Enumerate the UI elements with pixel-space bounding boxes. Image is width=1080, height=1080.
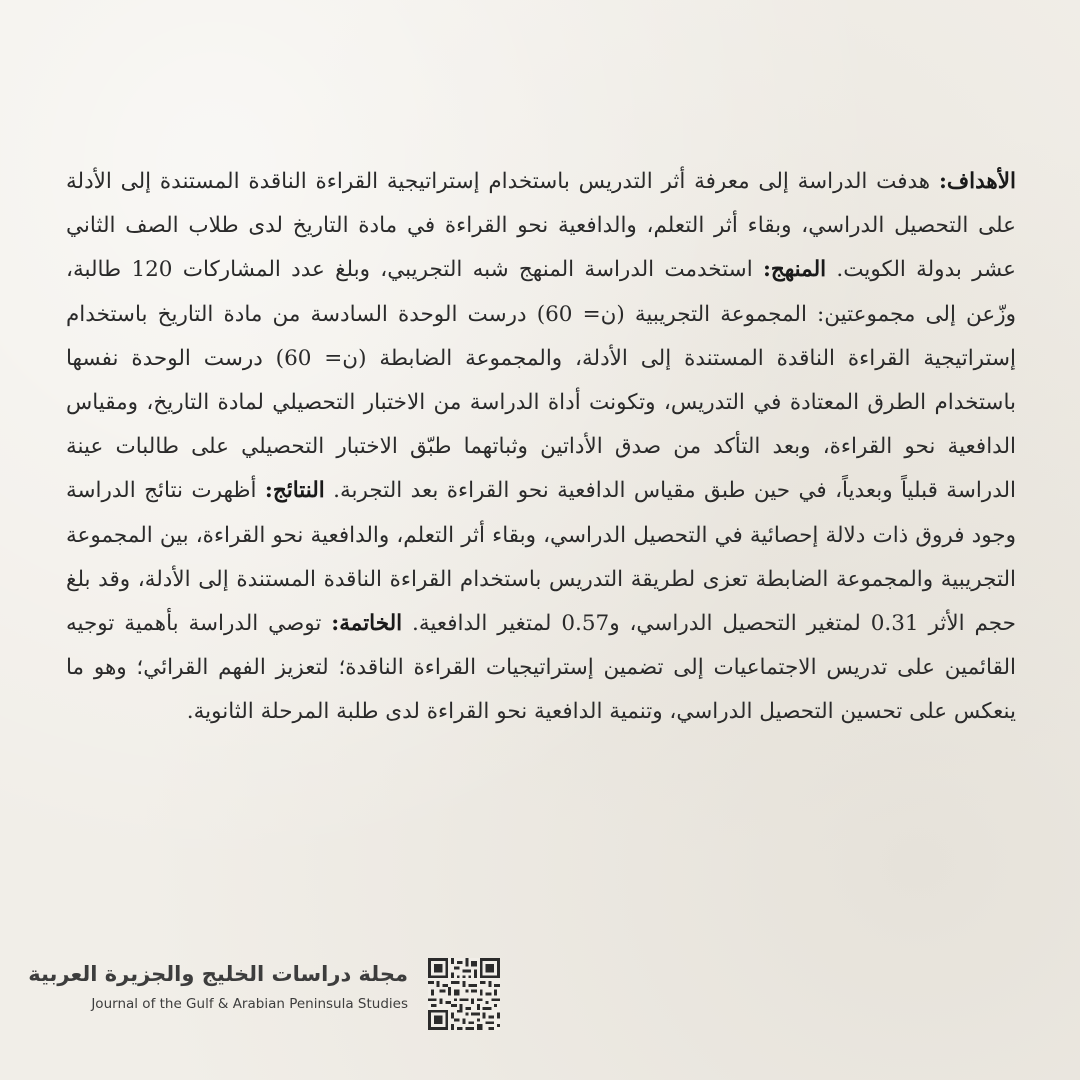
method-label: المنهج: (762, 257, 827, 283)
conclusion-text: توصي الدراسة بأهمية توجيه القائمين على تدريس الاجتماعيات إلى تضمين إستراتيجيات القراءة الناقدة؛ لتعزيز الفهم القرائي؛ وهو ما ينعكس على تحسين التحصيل الدراسي، وتنمية الدافعية نحو القراءة لدى طلبة المرحلة الثانوية. (66, 611, 1016, 725)
journal-footer (30, 956, 500, 1032)
qr-code-icon[interactable] (428, 958, 500, 1030)
results-text: أظهرت نتائج الدراسة وجود فروق ذات دلالة إحصائية في التحصيل الدراسي، وبقاء أثر التعلم، والدافعية نحو القراءة، بين المجموعة التجريبية والمجموعة الضابطة تعزى لطريقة التدريس باستخدام القراءة الناقدة المستندة إلى الأدلة، وقد بلغ حجم الأثر 0.31 لمتغير التحصيل الدراسي، و0.57 لمتغير الدافعية. (66, 478, 1016, 637)
objectives-label: الأهداف: (938, 169, 1016, 194)
conclusion-label: الخاتمة: (331, 611, 403, 637)
journal-name-arabic: مجلة دراسات الخليج والجزيرة العربية (28, 962, 408, 986)
abstract-text (66, 160, 1016, 940)
method-text: استخدمت الدراسة المنهج شبه التجريبي، وبلغ عدد المشاركات 120 طالبة، وزّعن إلى مجموعتين: المجموعة التجريبية (ن= 60) درست الوحدة السادسة من مادة التاريخ باستخدام إستراتيجية القراءة الناقدة المستندة إلى الأدلة، والمجموعة الضابطة (ن= 60) درست الوحدة نفسها باستخدام الطرق المعتادة في التدريس، وتكونت أداة الدراسة من الاختبار التحصيلي لمادة التاريخ، ومقياس الدافعية نحو القراءة، وبعد التأكد من صدق الأداتين وثباتهما طبّق الاختبار التحصيلي على طالبات عينة الدراسة قبلياً وبعدياً، في حين طبق مقياس الدافعية نحو القراءة بعد التجربة. (66, 257, 1016, 504)
results-label: النتائج: (264, 478, 325, 504)
objectives-text: هدفت الدراسة إلى معرفة أثر التدريس باستخدام إستراتيجية القراءة الناقدة المستندة إلى الأدلة على التحصيل الدراسي، وبقاء أثر التعلم، والدافعية نحو القراءة في مادة التاريخ لدى طلاب الصف الثاني عشر بدولة الكويت. (66, 169, 1016, 283)
journal-name-english: Journal of the Gulf & Arabian Peninsula Studies (91, 996, 408, 1012)
